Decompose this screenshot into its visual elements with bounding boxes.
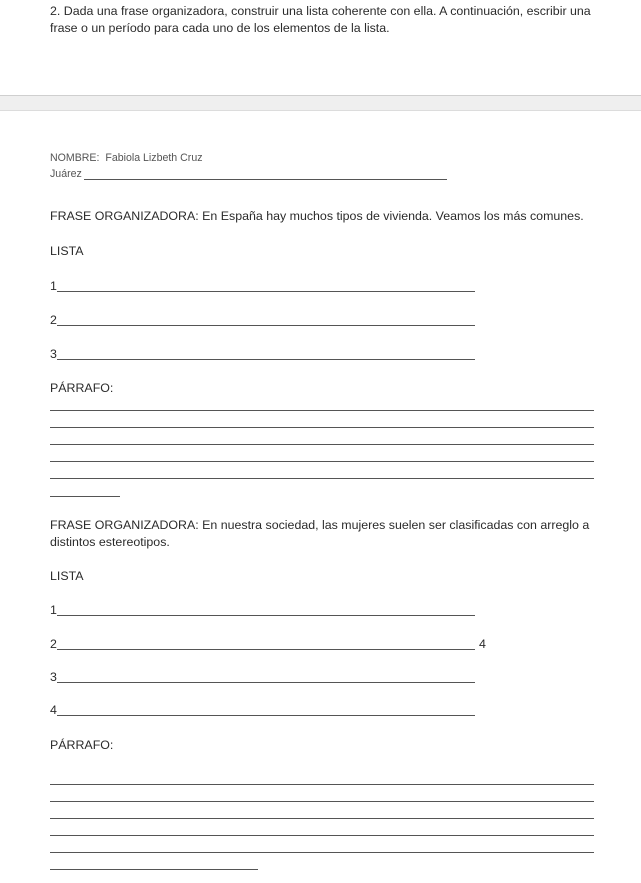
page-top [0,0,641,95]
parrafo-line-2-4[interactable] [50,835,594,836]
list-line-1-2[interactable] [57,325,475,326]
parrafo-label-2: PÁRRAFO: [50,738,114,752]
list-item-1-2: 2 [50,313,57,327]
name-label [50,150,203,167]
list-item-2-2-trailing: 4 [479,637,486,651]
parrafo-line-1-1[interactable] [50,410,594,411]
parrafo-line-1-3[interactable] [50,444,594,445]
name-label-text: NOMBRE: [50,152,100,164]
instruction-text: 2. Dada una frase organizadora, construir una lista coherente con ella. A continuación, escribir una frase o un período para cada uno de los elementos de la lista. [50,4,591,35]
lista-label-2: LISTA [50,569,84,583]
frase-organizadora-2: FRASE ORGANIZADORA: En nuestra sociedad, las mujeres suelen ser clasificadas con arreglo a distintos estereotipos. [50,518,590,549]
list-item-1-3: 3 [50,347,57,361]
parrafo-line-2-1[interactable] [50,784,594,785]
lista-label-1: LISTA [50,244,84,258]
parrafo-line-1-6[interactable] [50,496,120,497]
name-value-line1: Fabiola Lizbeth Cruz [105,152,203,164]
list-item-2-1: 1 [50,603,57,617]
page-break [0,95,641,111]
list-item-2-3: 3 [50,670,57,684]
parrafo-label-1: PÁRRAFO: [50,381,114,395]
parrafo-line-1-5[interactable] [50,478,594,479]
list-item-1-1: 1 [50,279,57,293]
name-underline [84,179,447,180]
frase-organizadora-1: FRASE ORGANIZADORA: En España hay muchos tipos de vivienda. Veamos los más comunes. [50,209,584,223]
list-line-2-4[interactable] [57,715,475,716]
parrafo-line-1-4[interactable] [50,461,594,462]
parrafo-line-2-3[interactable] [50,818,594,819]
list-line-1-1[interactable] [57,291,475,292]
list-item-2-4: 4 [50,703,57,717]
list-line-2-1[interactable] [57,615,475,616]
list-line-2-2[interactable] [57,649,475,650]
list-line-2-3[interactable] [57,682,475,683]
parrafo-line-2-5[interactable] [50,852,594,853]
name-value-line2: Juárez [50,168,82,180]
list-item-2-2: 2 [50,637,57,651]
parrafo-line-2-2[interactable] [50,801,594,802]
parrafo-line-2-6[interactable] [50,869,258,870]
parrafo-line-1-2[interactable] [50,427,594,428]
list-line-1-3[interactable] [57,359,475,360]
